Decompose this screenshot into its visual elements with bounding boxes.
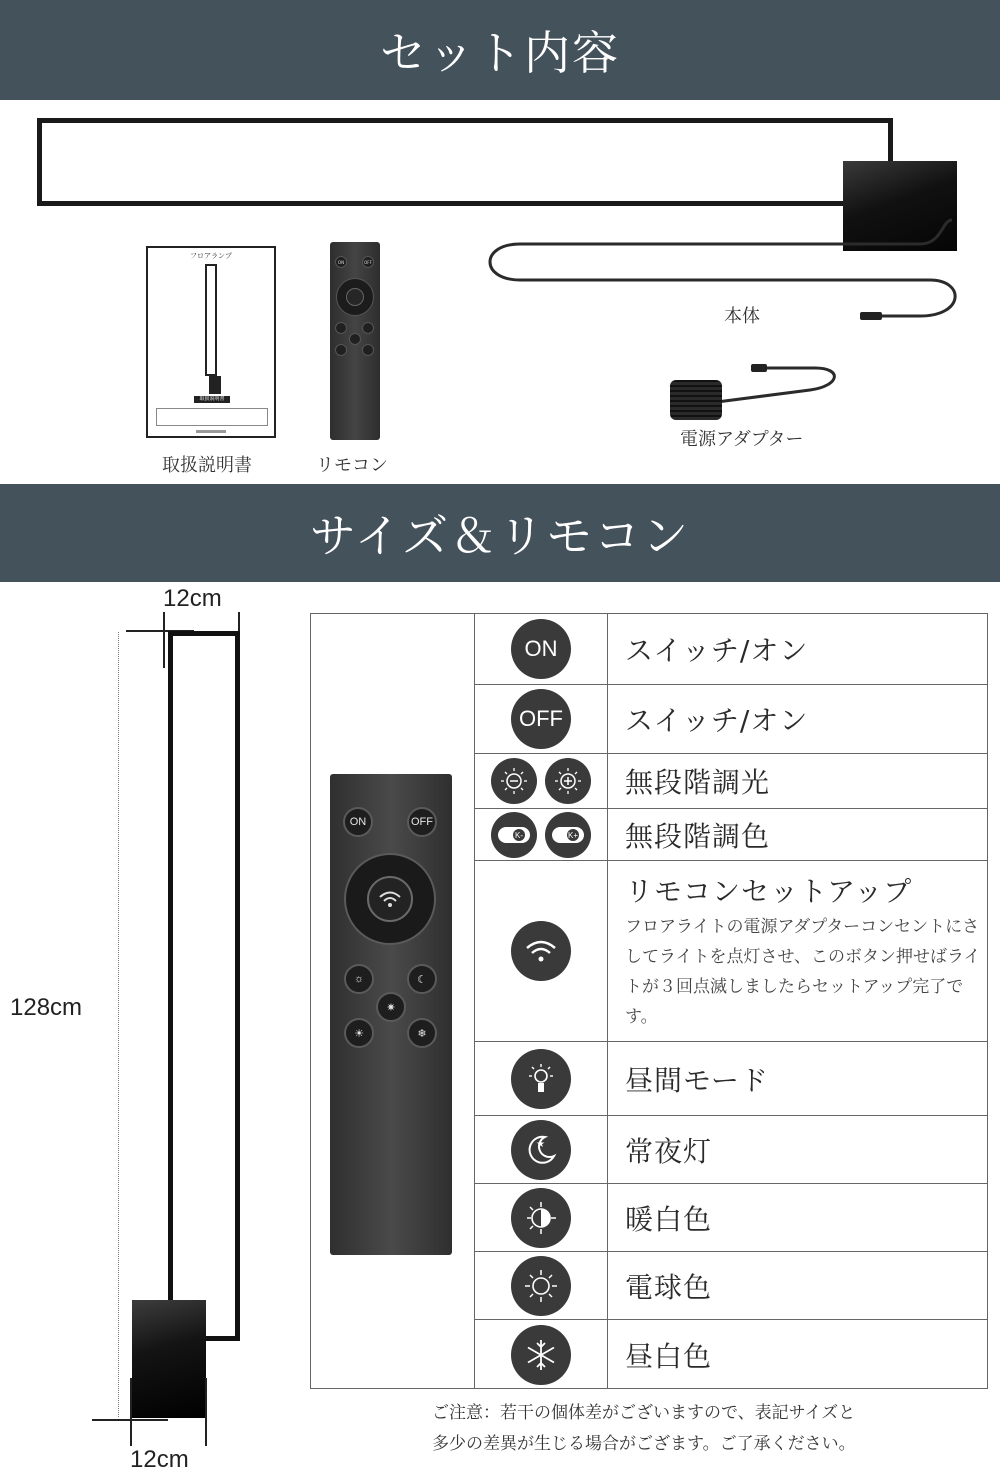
dimension-tick xyxy=(130,1378,132,1446)
power-adapter xyxy=(670,380,722,420)
function-label: 電球色 xyxy=(625,1270,713,1304)
text-cell xyxy=(625,1184,981,1251)
on-button: ON xyxy=(335,256,347,268)
icon-cell xyxy=(475,1252,607,1319)
function-label: 常夜灯 xyxy=(625,1134,713,1168)
remote-function-table xyxy=(310,613,988,1389)
body-label: 本体 xyxy=(724,306,760,327)
function-row-color xyxy=(475,809,987,861)
wifi-button xyxy=(346,288,364,306)
manual-lamp-base xyxy=(209,376,221,394)
manual-text-box xyxy=(156,408,268,426)
function-row-bulb xyxy=(475,1252,987,1320)
function-label: スイッチ/オン xyxy=(625,634,809,667)
function-row-daytime xyxy=(475,1042,987,1116)
adapter-label: 電源アダプター xyxy=(680,429,804,450)
color-temp-down-icon xyxy=(491,812,537,858)
warm-white-button xyxy=(349,333,361,345)
function-label: 無段階調色 xyxy=(625,819,771,853)
height-guide-line xyxy=(118,632,119,1417)
manual-heading: 取扱説明書 xyxy=(194,396,230,403)
height-label: 128cm xyxy=(10,994,83,1021)
remote-control-large xyxy=(330,774,452,1255)
floor-lamp-base xyxy=(132,1300,206,1418)
section-title-text: サイズ＆リモコン xyxy=(309,509,691,563)
remote-label: リモコン xyxy=(316,455,388,476)
warm-white-button: ✷ xyxy=(376,992,406,1022)
function-row-dimming xyxy=(475,754,987,809)
icon-cell xyxy=(475,1116,607,1183)
icon-cell xyxy=(475,754,607,808)
text-cell xyxy=(625,685,981,753)
icon-cell xyxy=(475,1042,607,1115)
icon-cell xyxy=(475,1320,607,1390)
icon-cell xyxy=(475,1184,607,1251)
k-plus-text: K+ xyxy=(567,830,579,840)
brightness-up-icon xyxy=(545,758,591,804)
snowflake-icon xyxy=(511,1325,571,1385)
color-temp-up-icon xyxy=(545,812,591,858)
base-width-label: 12cm xyxy=(130,1446,189,1473)
function-label: スイッチ/オン xyxy=(625,704,809,737)
function-row-warm-white xyxy=(475,1184,987,1252)
function-row-on xyxy=(475,614,987,685)
manual-footer xyxy=(196,430,226,433)
section-title-size-remote xyxy=(0,484,1000,582)
section-title-set-contents xyxy=(0,0,1000,100)
icon-cell xyxy=(475,685,607,753)
moon-button: ☾ xyxy=(407,964,437,994)
function-label: 暖白色 xyxy=(625,1202,713,1236)
daytime-button xyxy=(335,322,347,334)
wifi-button xyxy=(367,876,413,922)
function-row-setup xyxy=(475,861,987,1042)
on-button: ON xyxy=(343,807,373,837)
function-row-daylight xyxy=(475,1320,987,1390)
dimension-tick xyxy=(163,612,165,668)
text-cell xyxy=(625,1320,981,1390)
function-label: リモコンセットアップ xyxy=(625,875,913,908)
function-label: 昼白色 xyxy=(625,1340,713,1373)
manual-label: 取扱説明書 xyxy=(162,455,252,476)
warm-white-icon xyxy=(511,1188,571,1248)
note-line-2: 多少の差異が生じる場合がござます。ご了承ください。 xyxy=(432,1434,856,1454)
daytime-lamp-icon xyxy=(511,1049,571,1109)
on-icon: ON xyxy=(511,619,571,679)
manual-cover-title: フロアランプ xyxy=(190,252,232,260)
k-minus-text: K- xyxy=(515,830,523,840)
floor-lamp-frame xyxy=(168,631,240,1341)
off-button: OFF xyxy=(362,256,374,268)
remote-control-small xyxy=(330,242,380,440)
moon-icon xyxy=(511,1120,571,1180)
text-cell xyxy=(625,809,981,860)
text-cell xyxy=(625,1116,981,1183)
disclaimer-note xyxy=(432,1398,856,1460)
moon-button xyxy=(362,322,374,334)
icon-cell xyxy=(475,614,607,684)
icon-cell xyxy=(475,809,607,860)
text-cell xyxy=(625,1252,981,1319)
wifi-icon xyxy=(377,888,403,910)
brightness-down-icon xyxy=(491,758,537,804)
sun-icon xyxy=(511,1256,571,1316)
text-cell xyxy=(625,614,981,684)
daytime-button: ☼ xyxy=(344,964,374,994)
lamp-body-frame xyxy=(37,118,893,206)
manual-lamp-illustration xyxy=(205,264,217,376)
off-icon: OFF xyxy=(511,689,571,749)
section-title-text: セット内容 xyxy=(380,26,620,80)
sun-button: ☀ xyxy=(344,1018,374,1048)
svg-text:★: ★ xyxy=(536,1138,545,1150)
top-width-label: 12cm xyxy=(163,585,222,612)
sun-button xyxy=(335,344,347,356)
instruction-manual xyxy=(146,246,276,438)
note-line-1: ご注意：若干の個体差がございますので、表記サイズと xyxy=(432,1403,856,1423)
wifi-icon xyxy=(511,921,571,981)
text-cell xyxy=(625,1042,981,1115)
adapter-cord xyxy=(715,360,845,410)
snowflake-button xyxy=(362,344,374,356)
snowflake-button: ❄ xyxy=(407,1018,437,1048)
function-row-off xyxy=(475,685,987,754)
function-label: 無段階調光 xyxy=(625,766,771,799)
function-description: フロアライトの電源アダプターコンセントにさしてライトを点灯させ、このボタン押せばライトが３回点滅しましたらセットアップ完了です。 xyxy=(625,917,981,1027)
text-cell xyxy=(625,754,981,808)
function-row-night xyxy=(475,1116,987,1184)
dimension-tick xyxy=(205,1378,207,1446)
function-label: 昼間モード xyxy=(625,1063,769,1097)
icon-cell xyxy=(475,861,607,1041)
remote-image-column xyxy=(311,614,475,1388)
off-button: OFF xyxy=(407,807,437,837)
text-cell xyxy=(625,861,981,1041)
